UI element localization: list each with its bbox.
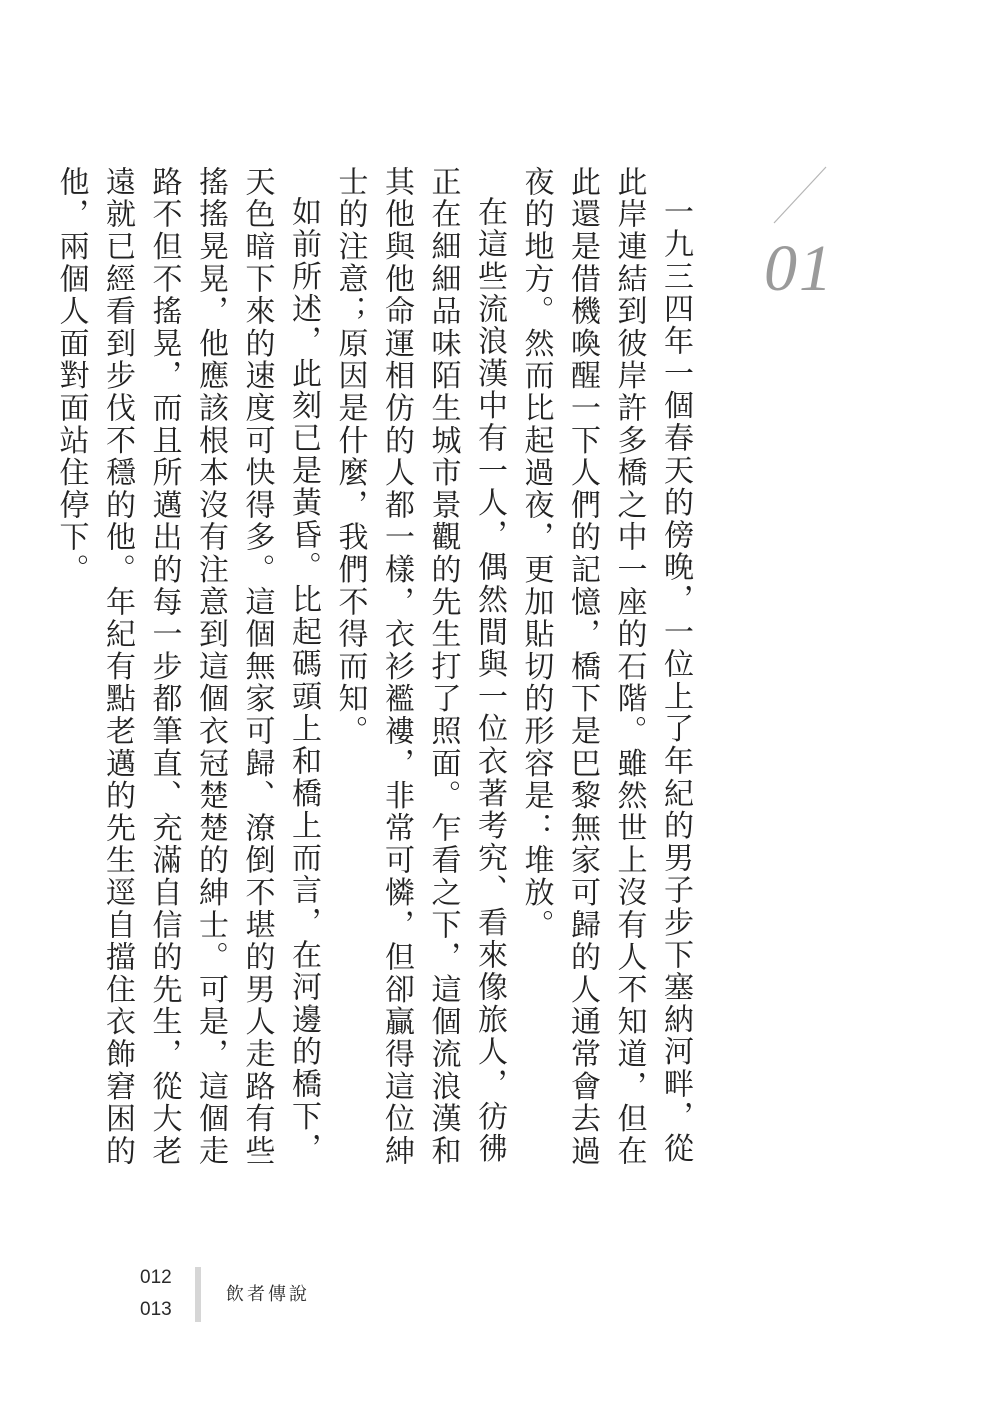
page-number-right: 013 (140, 1299, 172, 1320)
chapter-slash-ornament (770, 165, 830, 225)
paragraph: 在這些流浪漢中有一人，偶然間與一位衣著考究、看來像旅人，彷彿正在細細品味陌生城市景觀的先生打了照面。乍看之下，這個流浪漢和其他與他命運相仿的人都一樣，衣衫襤褸，非常可憐，但卻贏得這位紳士的注意；原因是什麼，我們不得而知。 (332, 166, 507, 1168)
paragraph: 一九三四年一個春天的傍晚，一位上了年紀的男子步下塞納河畔，從此岸連結到彼岸許多橋之中一座的石階。雖然世上沒有人不知道，但在此還是借機喚醒一下人們的記憶，橋下是巴黎無家可歸的人通常會去過夜的地方。然而比起過夜，更加貼切的形容是：堆放。 (518, 166, 693, 1168)
book-title: 飲者傳說 (226, 1284, 310, 1305)
chapter-number: 01 (764, 232, 834, 305)
paragraph: 如前所述，此刻已是黃昏。比起碼頭上和橋上而言，在河邊的橋下，天色暗下來的速度可快得多。這個無家可歸、潦倒不堪的男人走路有些搖搖晃晃，他應該根本沒有注意到這個衣冠楚楚的紳士。可是，這個走路不但不搖晃，而且所邁出的每一步都筆直、充滿自信的先生，從大老遠就已經看到步伐不穩的他。年紀有點老邁的先生逕自擋住衣飾窘困的他，兩個人面對面站住停下。 (53, 166, 321, 1168)
page-numbers (140, 1262, 172, 1326)
page-number-left: 012 (140, 1267, 172, 1288)
body-text (47, 166, 698, 1176)
footer-divider (195, 1267, 201, 1322)
